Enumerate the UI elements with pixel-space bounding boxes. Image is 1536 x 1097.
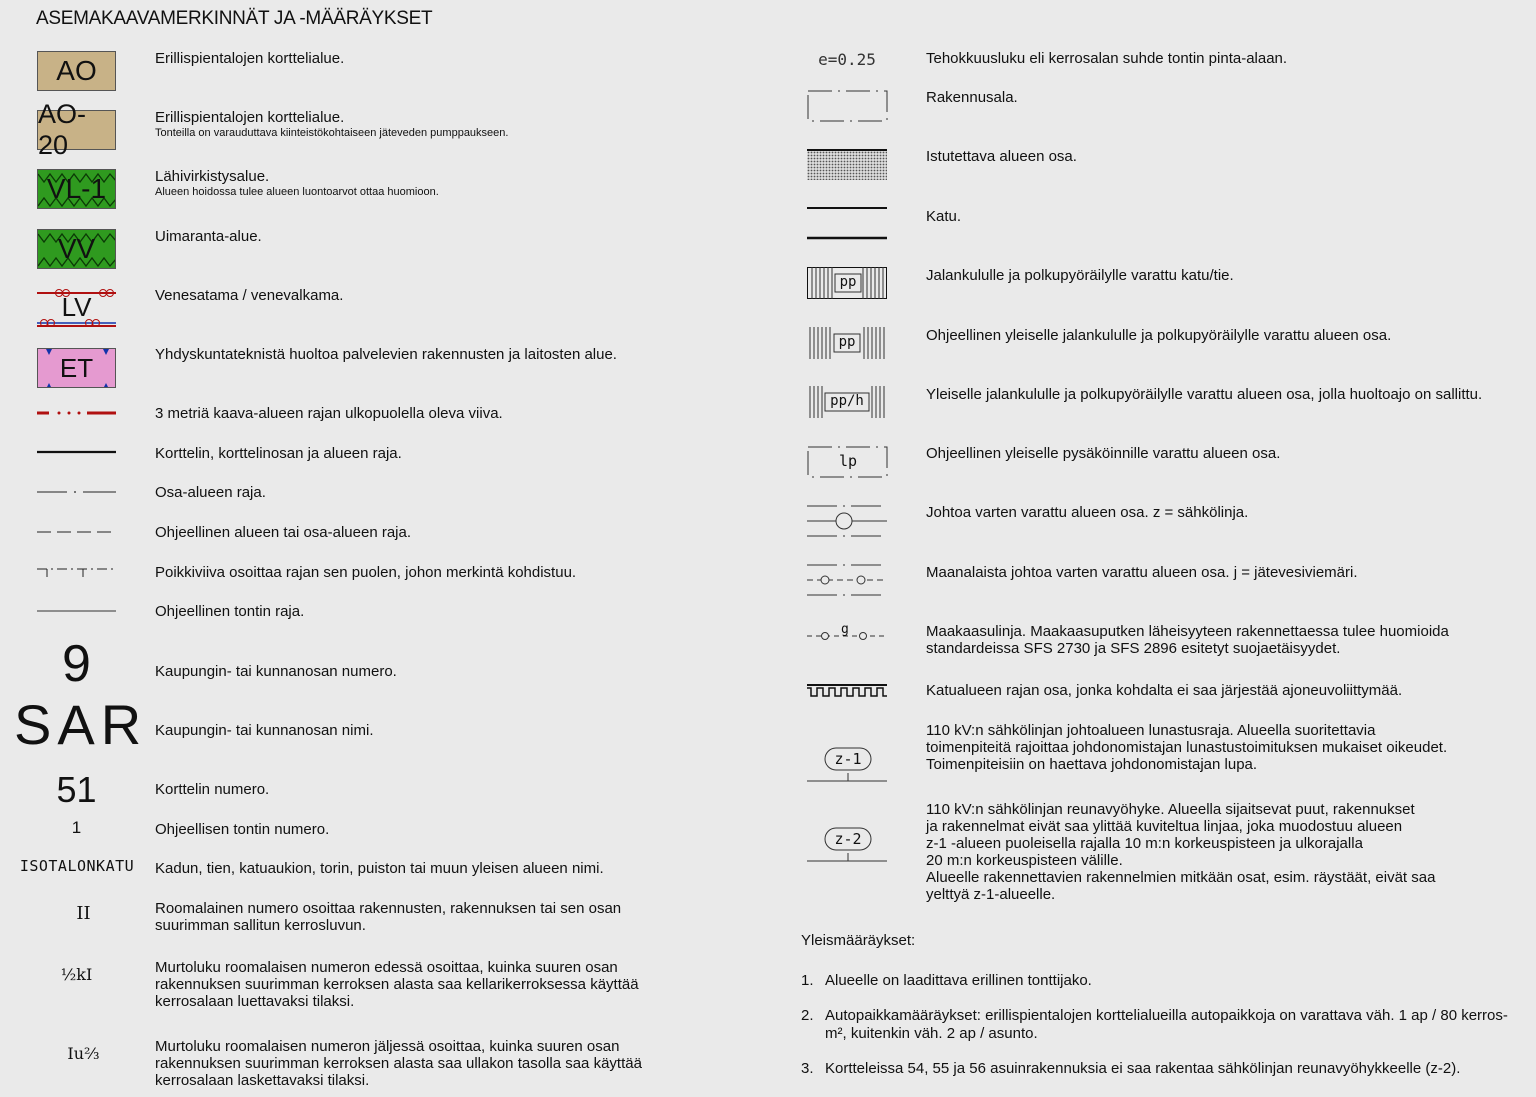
street-name-symbol: ISOTALONKATU <box>19 857 135 875</box>
efficiency-symbol: e=0.25 <box>818 50 876 69</box>
z2-label: 110 kV:n sähkölinjan reunavyöhyke. Alueella sijaitsevat puut, rakennukset ja rakennelmat eivät saa ylittää kuviteltua linjaa, joka muodostuu alueen z-1 -alueen puoleisella rajalla 10 m:n korkeuspisteen ja ulkorajalla 20 m:n korkeuspisteen välille. Alueelle rakennettavien rakennelmien mitkään osat, esim. räystäät, eivät saa yelttyä z-1-alueelle. <box>926 801 1436 903</box>
roman-numeral-symbol: II <box>76 903 91 924</box>
power-line-area-symbol <box>807 503 889 539</box>
general-heading: Yleismääräykset: <box>801 932 916 949</box>
district-number-label: Kaupungin- tai kunnanosan numero. <box>155 663 397 680</box>
pp-street-label: Jalankululle ja polkupyöräilylle varattu katu/tie. <box>926 267 1234 284</box>
pph-symbol: pp/h <box>807 386 887 418</box>
attic-fraction-symbol: Iu⅔ <box>67 1044 100 1063</box>
subarea-boundary-line <box>37 484 117 500</box>
vv-label: Uimaranta-alue. <box>155 228 262 245</box>
roman-numeral-label: Roomalainen numero osoittaa rakennusten, rakennuksen tai sen osan suurimman sallitun kerrosluvun. <box>155 900 622 934</box>
building-area-symbol <box>807 88 889 124</box>
planting-area-symbol <box>807 148 889 182</box>
line2-label: Korttelin, korttelinosan ja alueen raja. <box>155 445 402 462</box>
ao20-symbol: AO-20 <box>37 110 116 150</box>
basement-fraction-label: Murtoluku roomalaisen numeron edessä osoittaa, kuinka suuren osan rakennuksen suurimman kerroksen alasta saa kellarikerroksessa käyttää kerrosalaan luettavaksi tilaksi. <box>155 959 639 1010</box>
vv-symbol: VV <box>37 229 116 269</box>
planting-area-label: Istutettava alueen osa. <box>926 148 1077 165</box>
block-boundary-line <box>37 444 117 460</box>
ao-symbol: AO <box>37 51 116 91</box>
district-number-symbol: 9 <box>62 635 91 693</box>
sewer-area-label: Maanalaista johtoa varten varattu alueen osa. j = jätevesiviemäri. <box>926 564 1358 581</box>
no-access-symbol <box>807 682 889 700</box>
cross-line <box>37 563 117 579</box>
line6-label: Ohjeellinen tontin raja. <box>155 603 305 620</box>
line1-label: 3 metriä kaava-alueen rajan ulkopuolella oleva viiva. <box>155 405 503 422</box>
block-number-symbol: 51 <box>56 769 97 810</box>
pph-label: Yleiselle jalankululle ja polkupyöräilylle varattu alueen osa, jolla huoltoajo on sallittu. <box>926 386 1483 403</box>
line4-label: Ohjeellinen alueen tai osa-alueen raja. <box>155 524 412 541</box>
parking-label: Ohjeellinen yleiselle pysäköinnille varattu alueen osa. <box>926 445 1281 462</box>
outside-boundary-line <box>37 405 117 421</box>
lv-symbol: LV <box>37 288 116 328</box>
basement-fraction-symbol: ½kI <box>60 965 93 984</box>
street-name-label: Kadun, tien, katuaukion, torin, puiston tai muun yleisen alueen nimi. <box>155 860 604 877</box>
line5-label: Poikkiviiva osoittaa rajan sen puolen, johon merkintä kohdistuu. <box>155 564 577 581</box>
pp-indicative-label: Ohjeellinen yleiselle jalankululle ja polkupyöräilylle varattu alueen osa. <box>926 327 1392 344</box>
z2-symbol: z-2 <box>807 823 889 865</box>
parking-symbol: lp <box>807 445 889 479</box>
z1-label: 110 kV:n sähkölinjan johtoalueen lunastusraja. Alueella suoritettavia toimenpiteitä rajoittaa johdonomistajan lunastustoimituksen mukaiset oikeudet. Toimenpiteisiin on haettava johdonomistajan lupa. <box>926 722 1448 773</box>
district-name-label: Kaupungin- tai kunnanosan nimi. <box>155 722 374 739</box>
plot-number-label: Ohjeellisen tontin numero. <box>155 821 330 838</box>
pp-street-symbol: pp <box>807 267 887 299</box>
et-label: Yhdyskuntateknistä huoltoa palvelevien rakennusten ja laitosten alue. <box>155 346 617 363</box>
line3-label: Osa-alueen raja. <box>155 484 266 501</box>
gas-line-symbol: g <box>807 624 889 648</box>
lv-label: Venesatama / venevalkama. <box>155 287 344 304</box>
attic-fraction-label: Murtoluku roomalaisen numeron jäljessä osoittaa, kuinka suuren osan rakennuksen suurimman kerroksen alasta saa ullakon tasolla saa käyttää kerrosalaan laskettavaksi tilaksi. <box>155 1038 642 1089</box>
ao20-sublabel: Tonteilla on varauduttava kiinteistökohtaiseen jäteveden pumppaukseen. <box>155 127 509 139</box>
sewer-area-symbol <box>807 562 889 598</box>
vl1-symbol: VL-1 <box>37 169 116 209</box>
efficiency-label: Tehokkuusluku eli kerrosalan suhde tontin pinta-alaan. <box>926 50 1288 67</box>
vl1-sublabel: Alueen hoidossa tulee alueen luontoarvot ottaa huomioon. <box>155 186 439 198</box>
vl1-label: Lähivirkistysalue. Alueen hoidossa tulee alueen luontoarvot ottaa huomioon. <box>155 168 439 198</box>
street-symbol <box>807 204 889 244</box>
ao-label: Erillispientalojen korttelialue. <box>155 50 345 67</box>
plot-number-symbol: 1 <box>71 818 82 837</box>
page-title: ASEMAKAAVAMERKINNÄT JA -MÄÄRÄYKSET <box>36 8 433 29</box>
district-name-symbol: SAR <box>14 693 148 756</box>
gas-line-label: Maakaasulinja. Maakaasuputken läheisyyteen rakennettaessa tulee huomioida standardeissa SFS 2730 ja SFS 2896 esitetyt suojaetäisyydet. <box>926 623 1449 657</box>
pp-indicative-symbol: pp <box>807 327 887 359</box>
et-symbol: ET <box>37 348 116 388</box>
no-access-label: Katualueen rajan osa, jonka kohdalta ei saa järjestää ajoneuvoliittymää. <box>926 682 1403 699</box>
plot-boundary-line <box>37 603 117 619</box>
street-label: Katu. <box>926 208 962 225</box>
block-number-label: Korttelin numero. <box>155 781 270 798</box>
z1-symbol: z-1 <box>807 744 889 784</box>
indicative-boundary-line <box>37 524 117 540</box>
power-line-area-label: Johtoa varten varattu alueen osa. z = sähkölinja. <box>926 504 1249 521</box>
building-area-label: Rakennusala. <box>926 89 1018 106</box>
ao20-label: Erillispientalojen korttelialue. Tonteilla on varauduttava kiinteistökohtaiseen jäteveden pumppaukseen. <box>155 109 509 139</box>
